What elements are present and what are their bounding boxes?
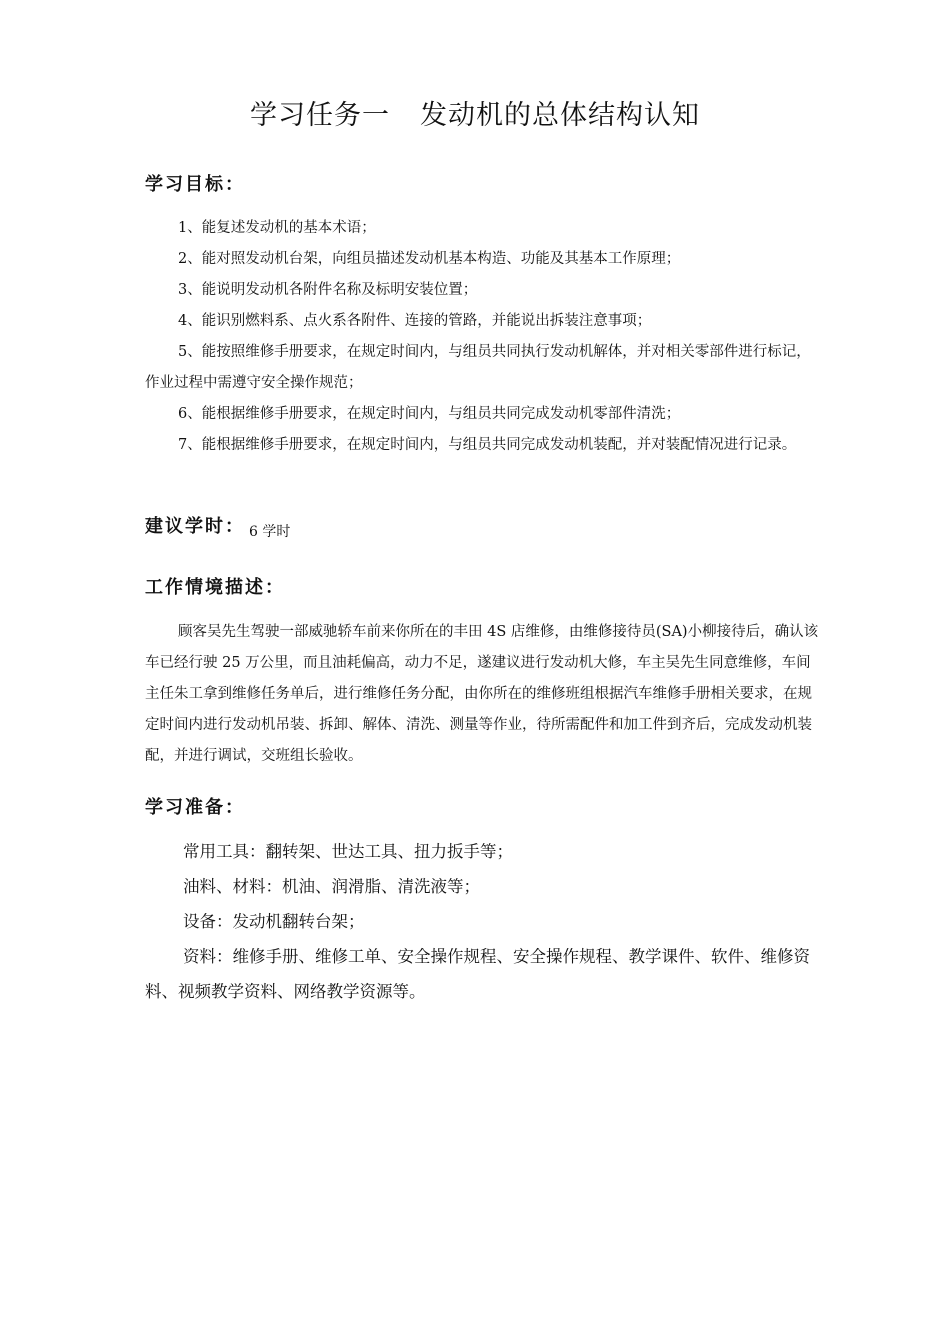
preparation-list xyxy=(145,834,821,1009)
hours-heading xyxy=(145,514,290,541)
objective-item: 2、能对照发动机台架，向组员描述发动机基本构造、功能及其基本工作原理； xyxy=(178,251,681,267)
scenario-paragraph: 顾客吴先生驾驶一部威驰轿车前来你所在的丰田 4S 店维修，由维修接待员(SA)小柳接待后，确认该车已经行驶 25 万公里，而且油耗偏高，动力不足，遂建议进行发动机大修，车主吴先生同意维修，车间主任朱工拿到维修任务单后，进行维修任务分配，由你所在的维修班组根据汽车维修手册相关要求，在规定时间内进行发动机吊装、拆卸、解体、清洗、测量等作业，待所需配件和加工件到齐后，完成发动机装配，并进行调试，交班组长验收。 xyxy=(145,624,819,764)
objective-item: 6、能根据维修手册要求，在规定时间内，与组员共同完成发动机零部件清洗； xyxy=(178,406,681,422)
preparation-item: 资料：维修手册、维修工单、安全操作规程、安全操作规程、教学课件、软件、维修资料、视频教学资料、网络教学资源等。 xyxy=(145,947,810,1001)
preparation-item: 设备：发动机翻转台架； xyxy=(183,912,365,931)
page-title xyxy=(0,96,950,136)
objective-item: 7、能根据维修手册要求，在规定时间内，与组员共同完成发动机装配，并对装配情况进行记录。 xyxy=(178,437,797,453)
objective-item: 3、能说明发动机各附件名称及标明安装位置； xyxy=(178,282,478,298)
hours-label: 建议学时： xyxy=(145,516,245,537)
preparation-item: 油料、材料：机油、润滑脂、清洗液等； xyxy=(183,877,480,896)
title-part-topic: 发动机的总体结构认知 xyxy=(420,100,700,131)
hours-value: 6 学时 xyxy=(249,524,291,540)
scenario-paragraph-block xyxy=(145,617,821,772)
objective-item: 5、能按照维修手册要求，在规定时间内，与组员共同执行发动机解体，并对相关零部件进行标记，作业过程中需遵守安全操作规范； xyxy=(145,344,811,391)
objectives-list xyxy=(145,213,821,461)
objective-item: 4、能识别燃料系、点火系各附件、连接的管路，并能说出拆装注意事项； xyxy=(178,313,652,329)
preparation-item: 常用工具：翻转架、世达工具、扭力扳手等； xyxy=(183,842,513,861)
scenario-heading: 工作情境描述： xyxy=(145,577,285,598)
preparation-heading: 学习准备： xyxy=(145,797,245,818)
objectives-heading: 学习目标： xyxy=(145,174,245,195)
title-part-task: 学习任务一 xyxy=(250,100,390,131)
objective-item: 1、能复述发动机的基本术语； xyxy=(178,220,376,236)
